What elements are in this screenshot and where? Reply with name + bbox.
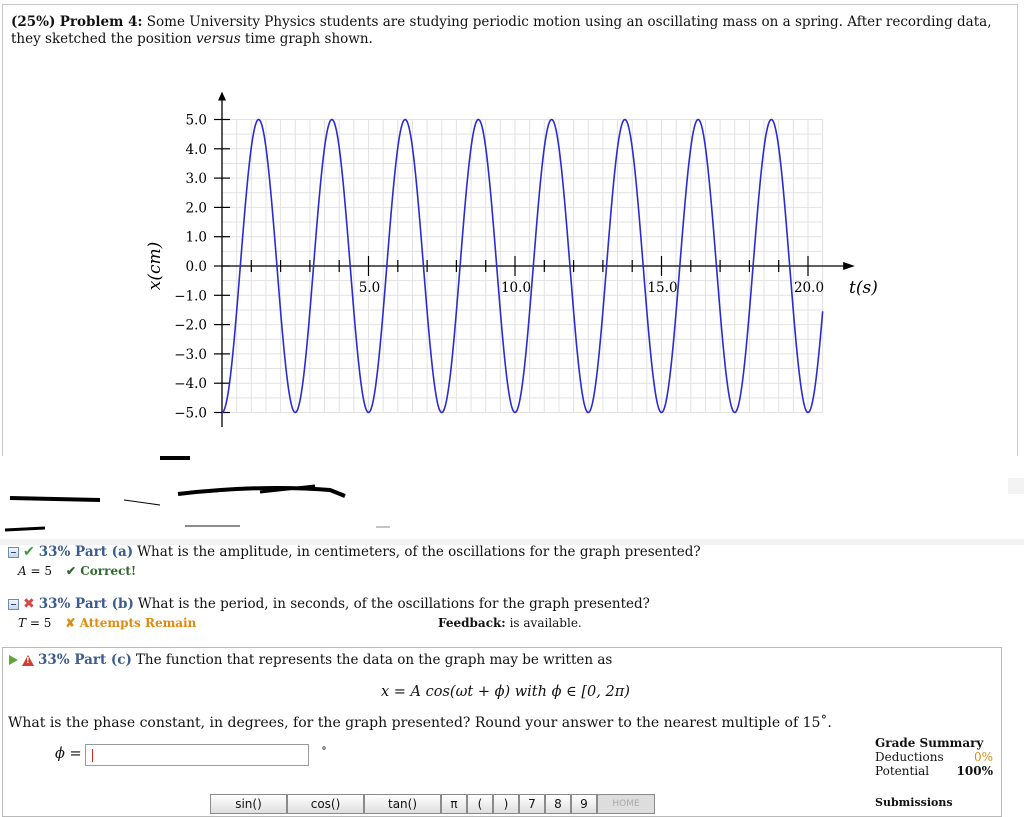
feedback-label: Feedback:: [438, 616, 506, 630]
part-b-feedback[interactable]: [438, 616, 582, 630]
y-tick-label: −2.0: [174, 317, 207, 334]
problem-number: Problem 4:: [59, 14, 143, 30]
potential-row: [875, 764, 993, 778]
key-9[interactable]: 9: [571, 794, 597, 814]
collapse-icon[interactable]: [8, 547, 19, 558]
problem-percent: (25%): [11, 14, 56, 30]
part-a-percent: 33% Part (a): [38, 544, 134, 560]
key-8[interactable]: 8: [545, 794, 571, 814]
y-axis-arrow-icon: [218, 92, 226, 101]
y-tick-label: 4.0: [185, 141, 207, 158]
collapse-icon[interactable]: [8, 599, 19, 610]
warning-icon: [22, 655, 34, 666]
degree-unit: ˚: [321, 746, 327, 760]
x-tick-label: 10.0: [500, 280, 532, 296]
part-a-answer-value: = 5: [30, 564, 53, 578]
part-b-question: What is the period, in seconds, of the oscillations for the graph presented?: [137, 596, 650, 612]
key-close-paren[interactable]: ): [493, 794, 519, 814]
text-caret: [92, 749, 93, 762]
x-tick-label: 15.0: [647, 280, 678, 296]
check-icon: ✔: [23, 544, 35, 560]
y-axis-label: x(cm): [145, 241, 165, 291]
deductions-row: [875, 750, 993, 764]
key-cos[interactable]: cos(): [287, 794, 364, 814]
x-tick-label: 5.0: [358, 280, 381, 296]
grade-summary-title: Grade Summary: [875, 736, 984, 750]
phi-answer-input[interactable]: [85, 744, 309, 766]
part-b-percent: 33% Part (b): [38, 596, 134, 612]
y-tick-label: −5.0: [174, 405, 207, 422]
deductions-value: 0%: [973, 750, 993, 764]
part-b-status: ✘ Attempts Remain: [65, 616, 197, 630]
feedback-text: is available.: [509, 616, 582, 630]
y-tick-label: −1.0: [174, 288, 207, 305]
x-mark-icon: ✖: [23, 596, 35, 612]
part-b-answer: [18, 616, 196, 630]
part-b-header[interactable]: [8, 596, 650, 612]
part-c-intro: The function that represents the data on the graph may be written as: [135, 652, 613, 668]
part-a-answer: [18, 564, 136, 578]
key-home[interactable]: HOME: [597, 794, 655, 814]
y-tick-label: −3.0: [174, 346, 207, 363]
y-tick-label: 3.0: [185, 171, 207, 188]
problem-text-2: time graph shown.: [240, 31, 373, 47]
y-tick-label: 5.0: [185, 112, 207, 129]
y-tick-labels: [174, 113, 207, 422]
part-a-status: ✔ Correct!: [66, 564, 137, 578]
y-tick-label: 0.0: [185, 259, 207, 275]
x-axis-arrow-icon: [843, 262, 855, 270]
part-b-answer-value: = 5: [29, 616, 52, 630]
grade-summary: [875, 736, 993, 778]
key-tan[interactable]: tan(): [364, 794, 441, 814]
x-tick-labels: [359, 280, 824, 296]
key-7[interactable]: 7: [519, 794, 545, 814]
part-c-header[interactable]: [9, 652, 612, 668]
y-tick-label: −4.0: [174, 376, 207, 393]
key-pi[interactable]: π: [441, 794, 467, 814]
part-c-question: What is the phase constant, in degrees, for the graph presented? Round your answer to the nearest multiple of 15˚.: [8, 715, 832, 731]
y-tick-label: 2.0: [185, 200, 207, 217]
redaction-scribble: [0, 450, 1024, 545]
key-sin[interactable]: sin(): [210, 794, 287, 814]
part-c-percent: 33% Part (c): [38, 652, 132, 668]
problem-text-1: Some University Physics students are studying periodic motion using an oscillating mass on a spring. After recording data, they sketched the position: [11, 14, 992, 47]
key-open-paren[interactable]: (: [467, 794, 493, 814]
problem-versus: versus: [196, 31, 241, 47]
y-tick-label: 1.0: [185, 229, 207, 246]
deductions-label: Deductions: [875, 750, 944, 764]
potential-value: 100%: [956, 764, 993, 778]
phi-label: ϕ =: [55, 746, 82, 762]
part-a-question: What is the amplitude, in centimeters, of the oscillations for the graph presented?: [137, 544, 701, 560]
part-a-answer-var: A: [18, 564, 27, 578]
part-c-section: [2, 647, 1002, 817]
submissions-heading: Submissions: [875, 796, 953, 809]
x-axis-label: t(s): [849, 278, 878, 298]
part-a-header[interactable]: [8, 544, 701, 560]
x-tick-label: 20.0: [793, 280, 825, 296]
part-b-answer-var: T: [18, 616, 27, 630]
part-c-equation: x = A cos(ωt + ϕ) with ϕ ∈ [0, 2π): [381, 684, 630, 700]
expand-play-icon[interactable]: [9, 655, 18, 665]
potential-label: Potential: [875, 764, 930, 778]
calculator-keypad: [210, 794, 655, 814]
